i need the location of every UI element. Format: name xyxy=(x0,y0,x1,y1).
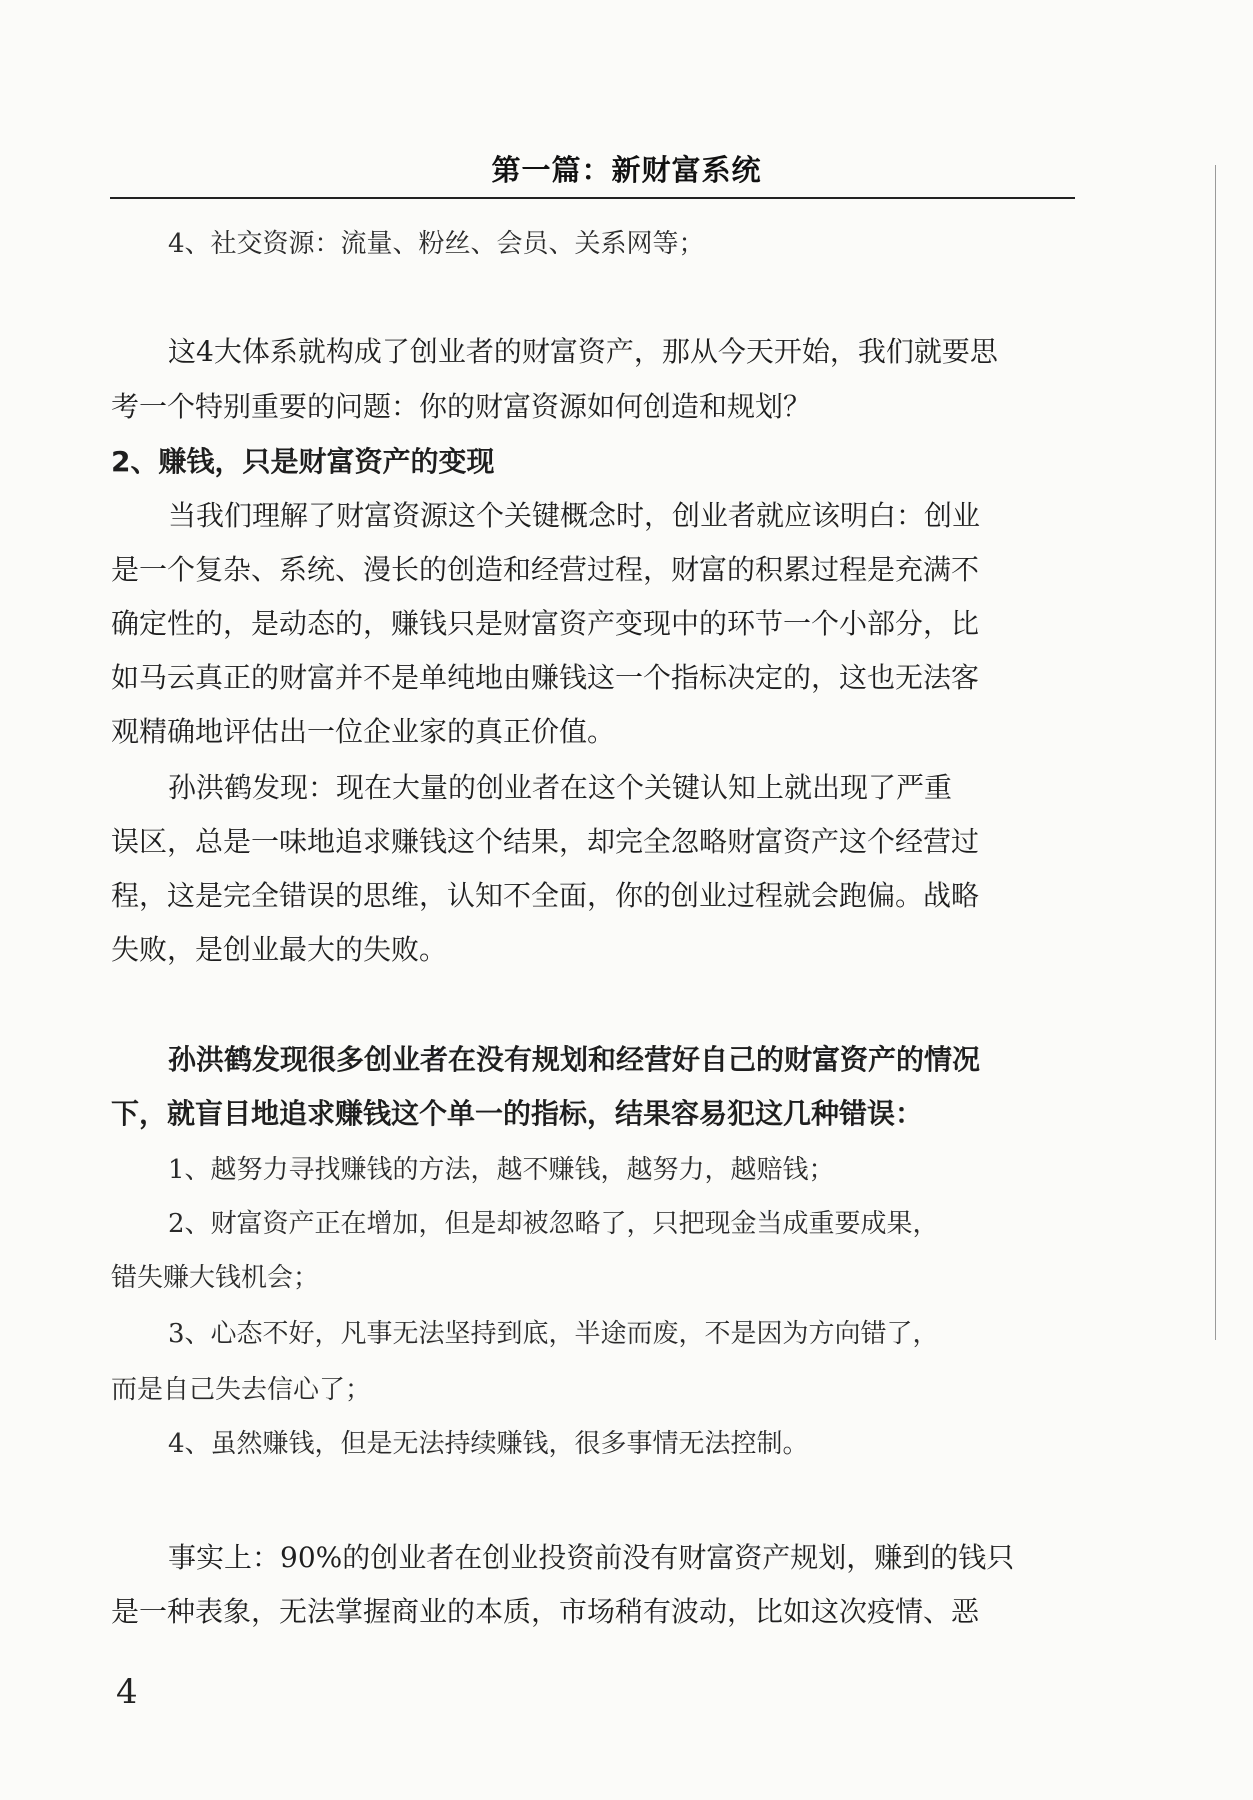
text-line: 是一种表象，无法掌握商业的本质，市场稍有波动，比如这次疫情、恶 xyxy=(111,1595,980,1628)
text-line: 观精确地评估出一位企业家的真正价值。 xyxy=(111,715,616,748)
list-item: 3、心态不好，凡事无法坚持到底，半途而废，不是因为方向错了， xyxy=(168,1319,939,1349)
text-line: 考一个特别重要的问题：你的财富资源如何创造和规划？ xyxy=(111,390,812,423)
section-heading: 2、赚钱，只是财富资产的变现 xyxy=(111,445,495,478)
header-divider xyxy=(110,197,1075,199)
text-line: 孙洪鹤发现：现在大量的创业者在这个关键认知上就出现了严重 xyxy=(168,771,953,804)
text-line: 程，这是完全错误的思维，认知不全面，你的创业过程就会跑偏。战略 xyxy=(111,879,980,912)
text-line: 失败，是创业最大的失败。 xyxy=(111,933,448,966)
text-line: 当我们理解了财富资源这个关键概念时，创业者就应该明白：创业 xyxy=(168,499,981,532)
text-line: 4、社交资源：流量、粉丝、会员、关系网等； xyxy=(168,229,705,259)
text-line: 这4大体系就构成了创业者的财富资产，那从今天开始，我们就要思 xyxy=(168,335,998,368)
list-item: 错失赚大钱机会； xyxy=(111,1263,320,1293)
text-line: 是一个复杂、系统、漫长的创造和经营过程，财富的积累过程是充满不 xyxy=(111,553,980,586)
page-header-title: 第一篇：新财富系统 xyxy=(491,153,762,187)
text-line: 如马云真正的财富并不是单纯地由赚钱这一个指标决定的，这也无法客 xyxy=(111,661,980,694)
right-margin-line xyxy=(1215,165,1216,1340)
page-number: 4 xyxy=(116,1672,138,1712)
list-item: 2、财富资产正在增加，但是却被忽略了，只把现金当成重要成果， xyxy=(168,1209,939,1239)
list-item: 1、越努力寻找赚钱的方法，越不赚钱，越努力，越赔钱； xyxy=(168,1155,835,1185)
text-line: 确定性的，是动态的，赚钱只是财富资产变现中的环节一个小部分，比 xyxy=(111,607,980,640)
text-line: 事实上：90%的创业者在创业投资前没有财富资产规划，赚到的钱只 xyxy=(168,1541,1015,1574)
text-line: 下，就盲目地追求赚钱这个单一的指标，结果容易犯这几种错误： xyxy=(111,1097,924,1130)
list-item: 而是自己失去信心了； xyxy=(111,1375,372,1405)
list-item: 4、虽然赚钱，但是无法持续赚钱，很多事情无法控制。 xyxy=(168,1429,809,1459)
text-line: 孙洪鹤发现很多创业者在没有规划和经营好自己的财富资产的情况 xyxy=(168,1043,981,1076)
text-line: 误区，总是一味地追求赚钱这个结果，却完全忽略财富资产这个经营过 xyxy=(111,825,980,858)
